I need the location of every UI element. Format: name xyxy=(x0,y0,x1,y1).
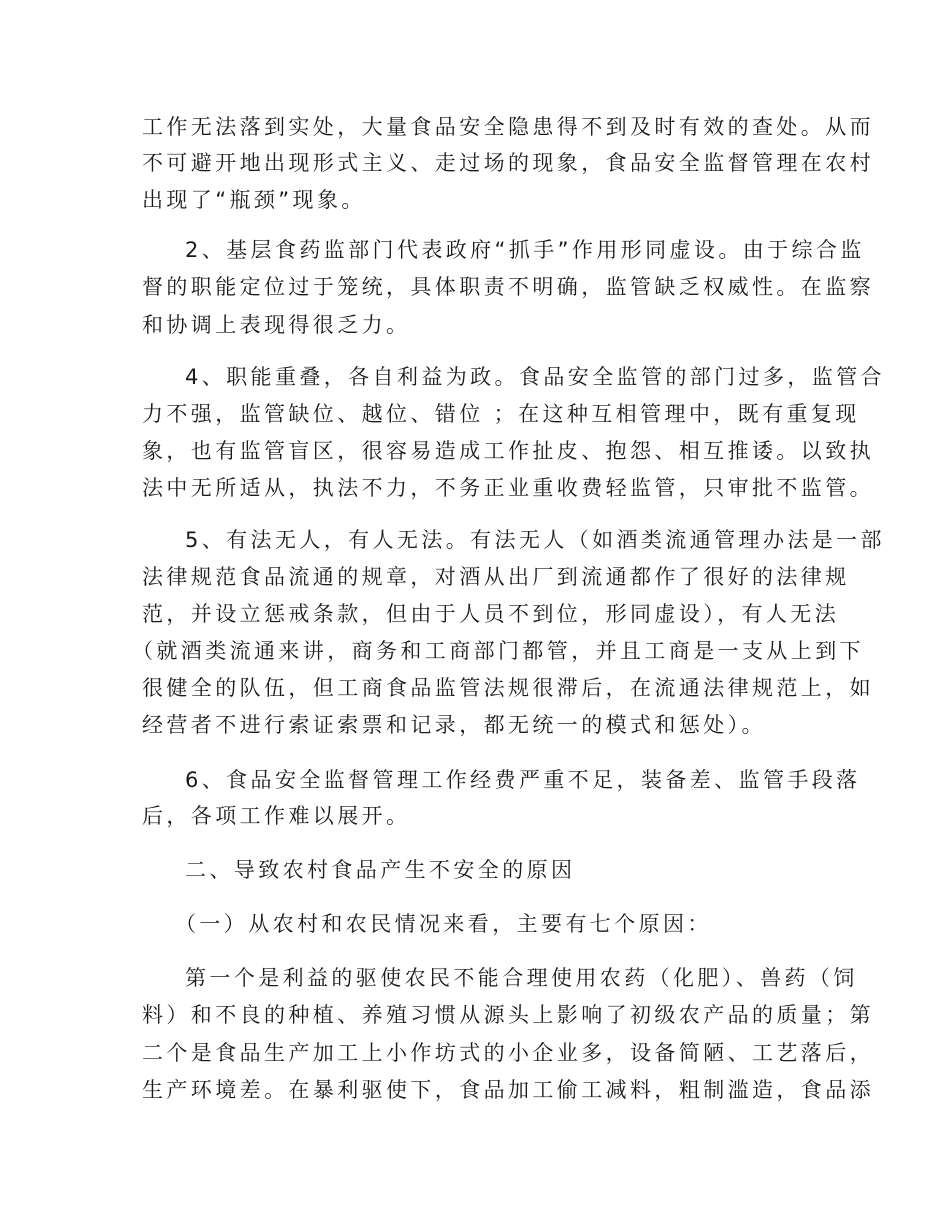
section-heading: 二、导致农村食品产生不安全的原因 xyxy=(185,858,576,882)
text-line: 出现了“瓶颈”现象。 xyxy=(142,188,366,212)
text-line: 后，各项工作难以展开。 xyxy=(142,804,411,828)
text-line: 很健全的队伍，但工商食品监管法规很滞后，在流通法律规范上，如 xyxy=(142,676,874,700)
text-line: 不可避开地出现形式主义、走过场的现象，食品安全监督管理在农村 xyxy=(142,151,874,175)
text-line: 生产环境差。在暴利驱使下，食品加工偷工减料，粗制滥造，食品添 xyxy=(142,1078,874,1102)
text-line: 4、职能重叠，各自利益为政。食品安全监管的部门过多，监管合 xyxy=(185,365,885,389)
text-line: 料）和不良的种植、养殖习惯从源头上影响了初级农产品的质量；第 xyxy=(142,1003,874,1027)
text-line: 范，并设立惩戒条款，但由于人员不到位，形同虚设），有人无法 xyxy=(142,602,840,626)
subsection-heading: （一）从农村和农民情况来看，主要有七个原因： xyxy=(175,912,712,936)
text-line: 二个是食品生产加工上小作坊式的小企业多，设备简陋、工艺落后， xyxy=(142,1041,874,1065)
text-line: 经营者不进行索证索票和记录，都无统一的模式和惩处）。 xyxy=(142,713,766,737)
text-line: 象，也有监管盲区，很容易造成工作扯皮、抱怨、相互推诿。以致执 xyxy=(142,439,874,463)
text-line: 2、基层食药监部门代表政府“抓手”作用形同虚设。由于综合监 xyxy=(185,238,865,262)
text-line: 5、有法无人，有人无法。有法无人（如酒类流通管理办法是一部 xyxy=(185,528,885,552)
text-line: 力不强，监管缺位、越位、错位 ；在这种互相管理中，既有重复现 xyxy=(142,402,860,426)
text-line: 工作无法落到实处，大量食品安全隐患得不到及时有效的查处。从而 xyxy=(142,115,874,139)
text-line: 6、食品安全监督管理工作经费严重不足，装备差、监管手段落 xyxy=(185,768,861,792)
text-line: 和协调上表现得很乏力。 xyxy=(142,313,411,337)
text-line: （就酒类流通来讲，商务和工商部门都管，并且工商是一支从上到下 xyxy=(132,639,864,663)
text-line: 法中无所适从，执法不力，不务正业重收费轻监管，只审批不监管。 xyxy=(142,476,874,500)
text-line: 第一个是利益的驱使农民不能合理使用农药（化肥）、兽药（饲 xyxy=(185,966,858,990)
text-line: 法律规范食品流通的规章，对酒从出厂到流通都作了很好的法律规 xyxy=(142,565,850,589)
text-line: 督的职能定位过于笼统，具体职责不明确，监管缺乏权威性。在监察 xyxy=(142,275,874,299)
